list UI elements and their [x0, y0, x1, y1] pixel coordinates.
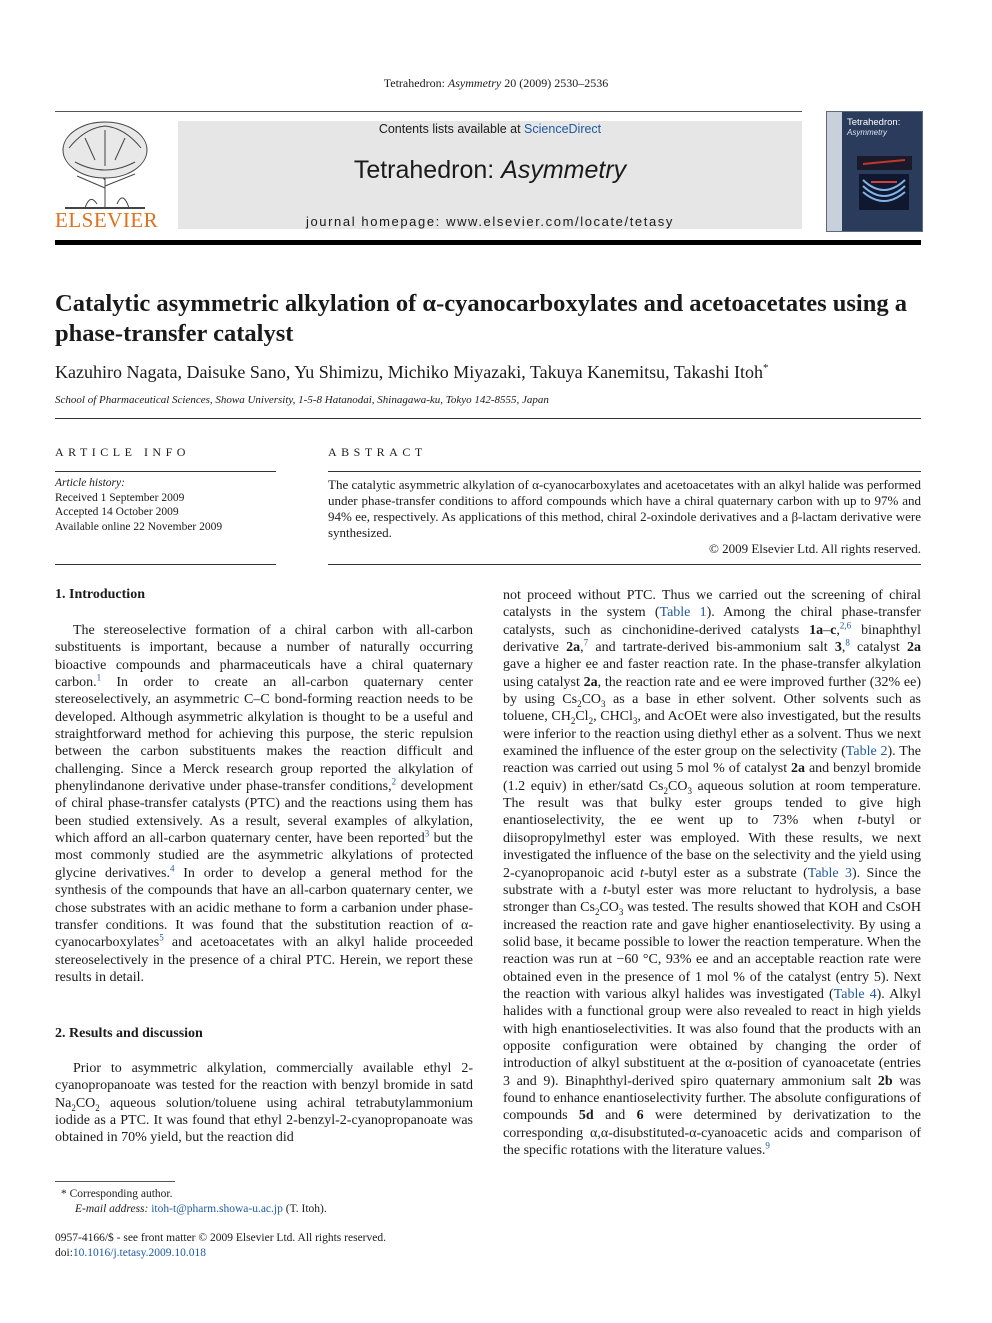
- issn-line: 0957-4166/$ - see front matter © 2009 Elsevier Ltd. All rights reserved.: [55, 1232, 386, 1244]
- divider: [328, 471, 921, 472]
- article-history: [55, 476, 276, 534]
- divider: [55, 471, 276, 472]
- email-suffix: (T. Itoh).: [282, 1202, 327, 1215]
- authors: Kazuhiro Nagata, Daisuke Sano, Yu Shimizu, Michiko Miyazaki, Takuya Kanemitsu, Takashi Itoh: [55, 362, 764, 382]
- page-footer: [55, 1231, 555, 1260]
- cover-artwork-icon: [857, 156, 912, 216]
- header-top-rule: [55, 111, 802, 112]
- introduction-heading: 1. Introduction: [55, 587, 145, 602]
- cover-title: Tetrahedron:: [847, 117, 901, 128]
- journal-cover: [826, 111, 923, 232]
- divider: [55, 418, 921, 419]
- email-link[interactable]: itoh-t@pharm.showa-u.ac.jp: [151, 1202, 283, 1215]
- article-info-label: ARTICLE INFO: [55, 445, 190, 459]
- footnote-rule: [55, 1181, 175, 1182]
- corresponding-author-mark[interactable]: *: [763, 362, 769, 374]
- doi-label: doi:: [55, 1246, 73, 1259]
- elsevier-wordmark: ELSEVIER: [55, 208, 159, 232]
- divider: [55, 564, 276, 565]
- contents-prefix: Contents lists available at: [378, 122, 525, 136]
- results-heading: 2. Results and discussion: [55, 1026, 203, 1041]
- cover-subtitle: Asymmetry: [847, 128, 887, 137]
- abstract-label: ABSTRACT: [328, 445, 427, 459]
- divider: [328, 564, 921, 565]
- header-thick-rule: [55, 240, 921, 245]
- tree-icon: [55, 118, 155, 210]
- affiliation: School of Pharmaceutical Sciences, Showa University, 1-5-8 Hatanodai, Shinagawa-ku, Tokyo 142-8555, Japan: [55, 394, 549, 406]
- author-list: [55, 362, 921, 383]
- abstract-copyright: © 2009 Elsevier Ltd. All rights reserved.: [708, 541, 921, 556]
- received-date: Received 1 September 2009: [55, 491, 185, 504]
- sciencedirect-link[interactable]: ScienceDirect: [524, 122, 602, 136]
- contents-line: [178, 122, 802, 136]
- elsevier-logo: [55, 118, 159, 233]
- introduction-paragraph: The stereoselective formation of a chiral carbon with all-carbon substituents is important, because a number of naturally occurring bioactive compounds and pharmaceuticals have a chiral quaternary carbon.$^1$ In order to create an all-carbon quaternary center stereoselectively, an asymmetric C–C bond-forming reaction needs to be developed. Although asymmetric alkylation is thought to be a useful and straightforward method for achieving this purpose, the steric repulsion between the carbon substituents makes the reaction difficult and challenging. Since a Merck research group reported the alkylation of phenylindanone derivative under phase-transfer conditions,$^2$ development of chiral phase-transfer catalysts (PTC) and the reactions using them has been studied extensively. As a result, several examples of alkylation, which afford an all-carbon quaternary center, have been reported$^3$ but the most commonly studied are the asymmetric alkylations of protected glycine derivatives.$^4$ In order to develop a general method for the synthesis of the compounds that have an all-carbon quaternary center, we chose substrates with an acidic methane to form a carbanion under phase-transfer conditions. It was found that the substitution reaction of α-cyanocarboxylates$^5$ and acetoacetates with an alkyl halide proceeded stereoselectively in the presence of a chiral PTC. Herein, we report these results in detail.: [55, 623, 474, 985]
- footnote-corresponding: Corresponding author.: [69, 1188, 173, 1200]
- journal-name: Tetrahedron:: [353, 156, 502, 184]
- results-paragraph: Prior to asymmetric alkylation, commercially available ethyl 2-cyanopropanoate was tested for the reaction with benzyl bromide in satd $Na_2CO_2$ aqueous solution/toluene using achiral tetrabutylammonium iodide as a PTC. It was found that ethyl 2-benzyl-2-cyanopropanoate was obtained in 70% yield, but the reaction did: [55, 1061, 473, 1146]
- journal-name-italic: Asymmetry: [501, 156, 627, 184]
- results-continued-paragraph: not proceed without PTC. Thus we carried out the screening of chiral catalysts in the system (Table 1). Among the chiral phase-transfer catalysts, such as cinchonidine-derived catalysts 1a–c,$^{2,6}$ binaphthyl derivative 2a,$^7$ and tartrate-derived bis-ammonium salt 3,$^8$ catalyst 2a gave a higher ee and faster reaction rate. In the phase-transfer alkylation using catalyst 2a, the reaction rate and ee were improved further (32% ee) by using $Cs_2CO_3$ as a base in ether solvent. Other solvents such as toluene, $CH_2Cl_2$, CHCl$_3$, and AcOEt were also investigated, but the results were inferior to the reaction using diethyl ether as a solvent. Thus we next examined the influence of the ester group on the selectivity (Table 2). The reaction was carried out using 5 mol % of catalyst 2a and benzyl bromide (1.2 equiv) in ether/satd $Cs_2CO_3$ aqueous solution at room temperature. The result was that bulky ester groups tended to give high enantioselectivity, the ee went up to 73% when t-butyl or diisopropylmethyl ester was employed. With these results, we next investigated the influence of the base on the selectivity and the yield using 2-cyanopropanoic acid t-butyl ester as a substrate (Table 3). Since the substrate with a t-butyl ester was more reluctant to hydrolysis, a base stronger than $Cs_2CO_3$ was tested. The results showed that KOH and CsOH increased the reaction rate and gave higher enantioselectivity. By using a solid base, it became possible to lower the reaction temperature. When the reaction was run at −60 °C, 93% ee and an acceptable reaction rate were obtained even in the presence of 1 mol % of the catalyst (entry 5). Next the reaction with various alkyl halides was investigated (Table 4). Alkyl halides with a functional group were also revealed to react in high yields with high enantioselectivities. It was also found that the products with an opposite configuration were obtained by changing the order of introduction of alkyl substituent at the α-position of cyanoacetate (entries 3 and 9). Binaphthyl-derived spiro quaternary ammonium salt 2b was found to enhance enantioselectivity further. The absolute configurations of compounds 5d and 6 were determined by derivatization to the corresponding α,α-disubstituted-α-cyanoacetic acids and comparison of the specific rotations with the literature values.$^9$: [503, 588, 922, 1158]
- email-label: E-mail address:: [75, 1202, 149, 1215]
- journal-homepage[interactable]: journal homepage: www.elsevier.com/locate/tetasy: [305, 214, 674, 229]
- abstract-text: The catalytic asymmetric alkylation of α-cyanocarboxylates and acetoacetates with an alkyl halide was performed under phase-transfer conditions to afford compounds which have a chiral quaternary carbon with up to 97% and 94% ee, respectively. As applications of this method, chiral 2-oxindole derivatives and a β-lactam derivative were synthesized.: [328, 477, 921, 540]
- footnote: * Corresponding author. E-mail address: itoh-t@pharm.showa-u.ac.jp (T. Itoh).: [61, 1188, 327, 1215]
- doi-link[interactable]: 10.1016/j.tetasy.2009.10.018: [72, 1246, 206, 1259]
- running-head: Tetrahedron: Asymmetry 20 (2009) 2530–2536: [383, 76, 609, 90]
- online-date: Available online 22 November 2009: [55, 520, 223, 533]
- accepted-date: Accepted 14 October 2009: [55, 506, 179, 518]
- history-label: Article history:: [55, 477, 125, 489]
- journal-title: [178, 156, 802, 185]
- article-title: Catalytic asymmetric alkylation of α-cyanocarboxylates and acetoacetates using a phase-transfer catalyst: [55, 290, 907, 347]
